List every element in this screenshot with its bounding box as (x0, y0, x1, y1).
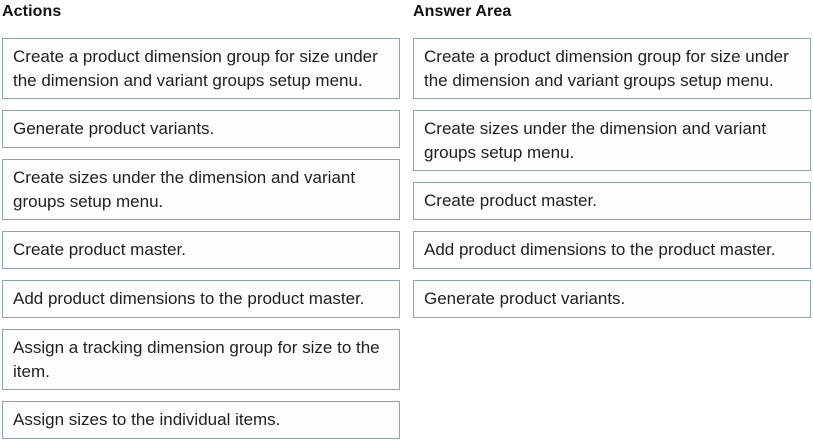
actions-header: Actions (2, 3, 62, 20)
action-item-generate-variants[interactable]: Generate product variants. (2, 110, 400, 148)
answer-area-column (413, 2, 811, 445)
answer-item-create-product-master[interactable]: Create product master. (413, 182, 811, 220)
answer-item-generate-variants[interactable]: Generate product variants. (413, 280, 811, 318)
answer-item-create-dimension-group[interactable]: Create a product dimension group for size under the dimension and variant groups setup menu. (413, 38, 811, 99)
action-item-add-dimensions[interactable]: Add product dimensions to the product master. (2, 280, 400, 318)
action-item-assign-sizes[interactable]: Assign sizes to the individual items. (2, 401, 400, 439)
action-item-assign-tracking-group[interactable]: Assign a tracking dimension group for size to the item. (2, 329, 400, 390)
answer-item-create-sizes[interactable]: Create sizes under the dimension and variant groups setup menu. (413, 110, 811, 171)
answer-area-header: Answer Area (413, 3, 512, 20)
action-item-create-dimension-group[interactable]: Create a product dimension group for size under the dimension and variant groups setup menu. (2, 38, 400, 99)
actions-column (2, 2, 400, 445)
action-item-create-sizes[interactable]: Create sizes under the dimension and variant groups setup menu. (2, 159, 400, 220)
action-item-create-product-master[interactable]: Create product master. (2, 231, 400, 269)
answer-item-add-dimensions[interactable]: Add product dimensions to the product master. (413, 231, 811, 269)
